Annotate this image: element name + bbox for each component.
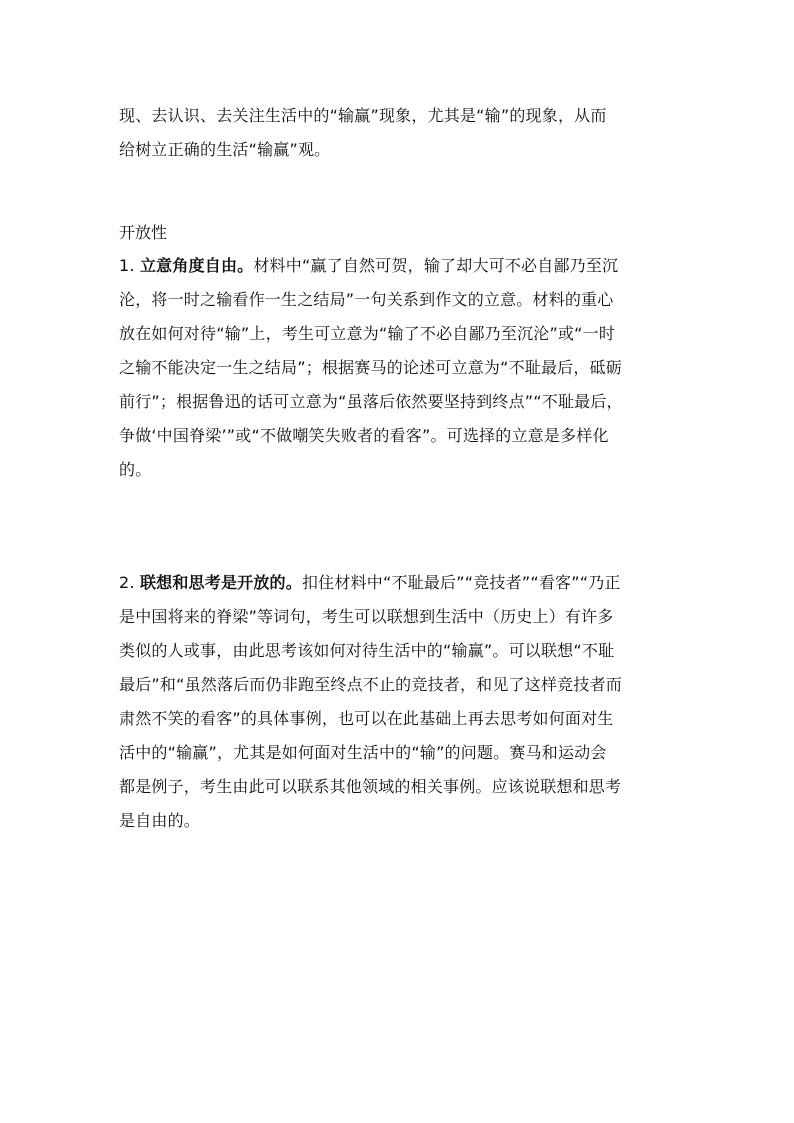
point-text: 扣住材料中“不耻最后”“竞技者”“看客”“乃正 <box>301 573 621 592</box>
point-text: 材料中“赢了自然可贺，输了却大可不必自鄙乃至沉 <box>253 256 619 275</box>
point-title: 立意角度自由。 <box>139 256 254 275</box>
point-1-paragraph <box>119 249 623 487</box>
text-line: 之输不能决定一生之结局”；根据赛马的论述可立意为“不耻最后，砥砺 <box>119 358 622 377</box>
point-number: 1. <box>119 256 140 275</box>
text-line: 前行”；根据鲁迅的话可立意为“虽落后依然要坚持到终点”“不耻最后， <box>119 392 623 411</box>
text-line: 是自由的。 <box>119 811 201 830</box>
text-line: 现、去认识、去关注生活中的“输赢”现象，尤其是“输”的现象，从而 <box>119 106 607 125</box>
text-line: 的。 <box>119 460 152 479</box>
text-line: 争做‘中国脊梁’”或“不做嘲笑失败者的看客”。可选择的立意是多样化 <box>119 426 609 445</box>
section-heading: 开放性 <box>119 223 168 242</box>
intro-paragraph <box>119 99 607 167</box>
text-line <box>119 249 623 283</box>
point-title: 联想和思考是开放的。 <box>139 573 302 592</box>
text-line: 沦，将一时之输看作一生之结局”一句关系到作文的立意。材料的重心 <box>119 290 614 309</box>
text-line: 类似的人或事，由此思考该如何对待生活中的“输赢”。可以联想“不耻 <box>119 641 615 660</box>
text-line: 活中的“输赢”，尤其是如何面对生活中的“输”的问题。赛马和运动会 <box>119 743 607 762</box>
point-number: 2. <box>119 573 140 592</box>
text-line: 给树立正确的生活“输赢”观。 <box>119 140 331 159</box>
text-line: 放在如何对待“输”上，考生可立意为“输了不必自鄙乃至沉沦”或“一时 <box>119 324 616 343</box>
text-line <box>119 566 622 600</box>
point-2-paragraph <box>119 566 622 838</box>
text-line: 都是例子，考生由此可以联系其他领域的相关事例。应该说联想和思考 <box>119 777 622 796</box>
text-line: 最后”和“虽然落后而仍非跑至终点不止的竞技者，和见了这样竞技者而 <box>119 675 622 694</box>
text-line: 肃然不笑的看客”的具体事例，也可以在此基础上再去思考如何面对生 <box>119 709 614 728</box>
text-line: 是中国将来的脊梁”等词句，考生可以联想到生活中（历史上）有许多 <box>119 607 614 626</box>
